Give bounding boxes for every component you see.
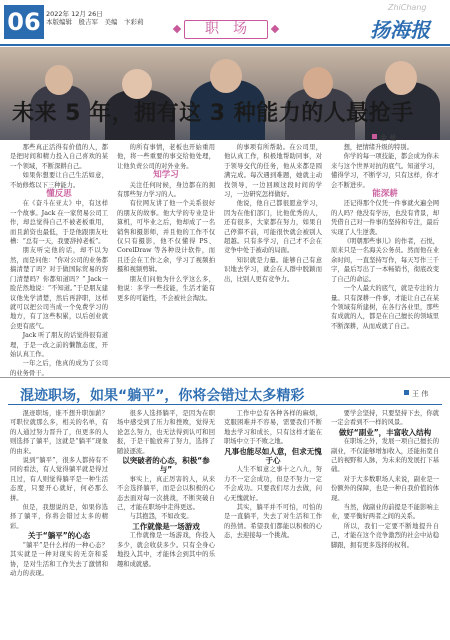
- page-number: 06: [4, 5, 44, 39]
- article2-author: 王 伟: [412, 390, 429, 398]
- article2-col1: 混迹职场，谁不想升职加薪？可职位就那么多，相关的名单，有的人通过努力晋升了，但更多的人则选择了躺平，这就是“躺平”现象的由来。 说到“躺平”，很多人都持有不同的看法，有人觉得躺平就是得过且过，有人则觉得躺平是一种生活态度，只要开心就好，何必那么拼。 但是，我想说的是，如果你选择了躺平，你将会错过太多的精彩。 关于“躺平”的心态 “躺平”是什么样的一种心态？其实就是一种对现实的无奈和妥协，是对生活和工作失去了激情和动力的表现。: [10, 410, 108, 577]
- subhead-participate: 以突破者的心态，积极“参与”: [122, 456, 210, 475]
- article2-rule: [8, 404, 442, 405]
- header-rule: [0, 44, 450, 46]
- subhead-game: 工作就像是一场游戏: [132, 521, 200, 531]
- article1-author: 金 曼: [380, 134, 397, 142]
- article2-col3: 工作中总有各种各样的麻烦，克服困难并不容易，需要我们不断地去学习和成长，只有这样才能在职场中立于不败之地。 凡事也能尽如人意，但求无愧于心 人生不如意之事十之八九，努力不一定会成功，但是不努力一定不会成功。只要我们尽力去做，问心无愧就好。 其实，躺平并不可怕，可怕的是一直躺平，失去了对生活和工作的热情。希望我们都能以积极的心态，去迎接每一个挑战。: [224, 410, 322, 540]
- subhead-lying-flat: 关于“躺平”的心态: [27, 531, 91, 541]
- article1-col2: 的所有事情，老板也开始重用他，将一些重要的事交给他处理，让他负责公司的对外业务。 知学习 关注任何时候，身边都在的拥有那些努力学习的人。 有位网友讲了他一个关系很好的朋友的故事。他大学的专业是计算机，可毕业之后，他却成了一名销售和摄影师，并且他的工作不仅仅只有摄影，他不仅懂得 PS、CorelDraw 等各种设计软件，而且还会在工作之余，学习了视频拍摄和视频剪辑。 朋友们问他为什么学这么多，他说：多学一些技能，生活才能有更多的可能性，不会被社会淘汰。: [117, 144, 215, 302]
- logo-english: ZhiChang: [388, 3, 427, 12]
- subhead-learn: 知学习: [153, 170, 179, 181]
- article-divider: [0, 377, 450, 378]
- article2-col4: 要学会坚持，只要坚持下去，你就一定会看到不一样的风景。 做好“副业”，丰富收入结构 在职场之外，发展一项自己擅长的副业，不仅能够增加收入，还能拓宽自己的视野和人脉，为未来的发展打下基础。 对于大多数职场人来说，副业是一份额外的保障，也是一种自我价值的体现。 当然，做副业的前提是不能影响主业，要平衡好两者之间的关系。 所以，我们一定要不断地提升自己，才能在这个竞争激烈的社会中站稳脚跟，拥有更多选择的权利。: [331, 410, 439, 549]
- article1-col4: 想，把情绪升级的特别。 你学的每一项技能，都会成为你未来与这个世界对抗的底气。知道学习，懂得学习，不断学习，只有这样，你才会不断进步。 能深耕 还记得那个仅凭一件事就火遍全网的人吗？他没有学历，也没有背景，却凭借自己对一件事的坚持和专注，最后实现了人生逆袭。 《明朝那些事儿》的作者，石悦，原来只是一名海关公务员。然而他在业余时间，一直坚持写作，每天写作三千字，最后写出了一本畅销书，彻底改变了自己的命运。 一个人最大的底气，就是专注的力量。只有深耕一件事，才能让自己在某个领域有所建树，在各行各业里，那些有成就的人，都是在自己擅长的领域里不断深耕，从而成就了自己。: [331, 144, 439, 330]
- subhead-conscience: 凡事也能尽如人意，但求无愧于心: [224, 446, 322, 466]
- diamond-right-icon: [271, 25, 279, 33]
- author-marker-icon: [372, 134, 377, 139]
- article2-headline: 混迹职场，如果“躺平”，你将会错过太多精彩: [20, 388, 305, 404]
- subhead-deep: 能深耕: [372, 189, 398, 200]
- article1-col1: 那些真正活得有价值的人，都是把时间和精力投入自己喜欢的某一个领域，不断深耕自己。 如果你想要让自己生活如意，不妨修炼以下三种能力。 懂反思 在《奋斗在亚太》中，有这样一个故事。Jack 在一家贸易公司工作，却总觉得自己不被老板重用，而且薪资也最低，于是他跟朋友吐槽：“总有一天，我要辞掉老板”。 朋友听完他的话，却不以为然，而是问他：“你对公司的业务都搞清楚了吗？对于做国际贸易的窍门清楚吗？你都知道吗？” Jack一脸茫然地说：“不知道。”于是朋友建议他先学清楚，然后再辞职，这样就可以把公司当成一个免费学习的地方，有了这些积累，以后创业就会更有底气。 Jack 听了朋友的话觉得很有道理，于是一改之前的懒散态度，开始认真工作。 一年之后，他真的成为了公司的业务骨干。: [10, 144, 108, 377]
- newspaper-logo: 扬海报: [370, 18, 430, 42]
- article2-col2: 很多人选择躺平，是因为在职场中感受到了压力和挫败，觉得无论怎么努力，也无法得到认可和回报，于是干脆放弃了努力，选择了随波逐流。 以突破者的心态，积极“参与” 事实上，真正厉害的人，从来不会选择躺平，而是会以积极的心态去面对每一次挑战，不断突破自己，才能在职场中走得更远。 与其抱怨，不如改变。 工作就像是一场游戏 工作就像是一场游戏，你投入多少，就会收获多少。只有全身心地投入其中，才能体会到其中的乐趣和成就感。: [117, 410, 215, 568]
- article1-headline: 未来 5 年，拥有这 3 种能力的人最抢手: [12, 101, 414, 126]
- subhead-reflect: 懂反思: [46, 189, 72, 200]
- subhead-side-job: 做好“副业”，丰富收入结构: [338, 427, 432, 437]
- editor-credits: 本版编辑 殷吉军 美编 卞彩莉: [46, 18, 144, 26]
- section-label: 职 场: [184, 20, 268, 39]
- author2-marker-icon: [404, 390, 409, 395]
- issue-info: [46, 10, 144, 26]
- article1-col3: 的事项有所帮助。在公司里，他认真工作，积极地帮助同事，对于领导交代的任务，他从来都是圆满完成。每次遇到难题，她就主动找领导，一边回顾这段时间的学习，一边研究怎样做好。 他说，他自己都很愿意学习，因为在他们部门，比他优秀的人，还有很多，大家都在努力，如果自己停滞不前，可能很快就会被别人超越。只有多学习，自己才不会在竞争中处于被动的局面。 知识就是力量。能够自己有意识地去学习，就会在人群中脱颖而出，比别人更有竞争力。: [224, 144, 322, 283]
- issue-date: 2022年 12月 26日: [46, 10, 103, 18]
- diamond-left-icon: [173, 25, 181, 33]
